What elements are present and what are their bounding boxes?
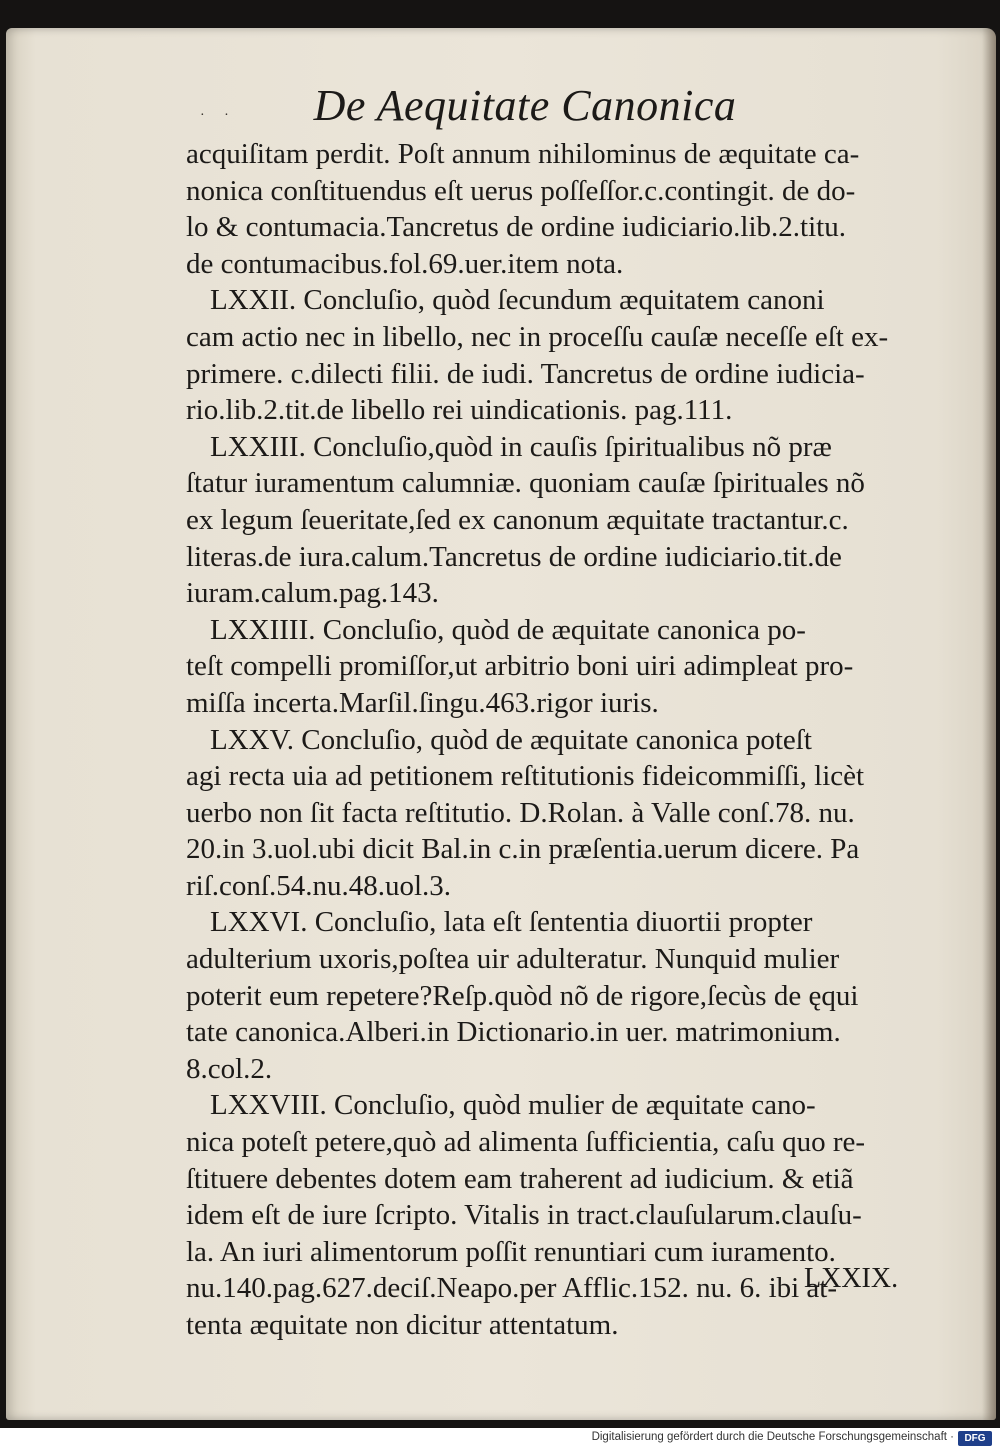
text-line: LXXV. Concluſio, quòd de æquitate canonica poteſt <box>210 723 812 756</box>
text-line: teſt compelli promiſſor,ut arbitrio boni uiri adimpleat pro- <box>186 650 854 683</box>
text-line: la. An iuri alimentorum poſſit renuntiari cum iuramento. <box>186 1235 836 1268</box>
catchword: LXXIX. <box>804 1263 899 1294</box>
text-line: miſſa incerta.Marſil.ſingu.463.rigor iuris. <box>186 686 659 719</box>
text-line: LXXVIII. Concluſio, quòd mulier de æquitate cano- <box>210 1089 816 1122</box>
text-line: idem eſt de iure ſcripto. Vitalis in tract.clauſularum.clauſu- <box>186 1199 862 1232</box>
dfg-logo: DFG <box>958 1431 992 1446</box>
text-line: de contumacibus.fol.69.uer.item nota. <box>186 247 624 280</box>
text-line: nu.140.pag.627.deciſ.Neapo.per Afflic.152. nu. 6. ibi at- <box>186 1272 838 1305</box>
text-line: primere. c.dilecti filii. de iudi. Tancretus de ordine iudicia- <box>186 357 865 390</box>
text-line: LXXIII. Concluſio,quòd in cauſis ſpiritualibus nõ præ <box>210 430 832 463</box>
text-line: literas.de iura.calum.Tancretus de ordine iudiciario.tit.de <box>186 540 842 573</box>
text-line: LXXVI. Concluſio, lata eſt ſententia diuortii propter <box>210 906 813 939</box>
ink-blot-mark: · · <box>200 108 237 123</box>
text-line: ſtatur iuramentum calumniæ. quoniam cauſæ ſpirituales nõ <box>186 467 865 500</box>
text-line: lo & contumacia.Tancretus de ordine iudiciario.lib.2.titu. <box>186 211 846 244</box>
footer-credit: Digitalisierung gefördert durch die Deutsche Forschungsgemeinschaft · <box>591 1431 954 1443</box>
text-line: adulterium uxoris,poſtea uir adulteratur. Nunquid mulier <box>186 943 840 976</box>
text-line: uerbo non ſit facta reſtitutio. D.Rolan. à Valle conſ.78. nu. <box>186 796 855 829</box>
text-line: acquiſitam perdit. Poſt annum nihilominus de æquitate ca- <box>186 138 860 170</box>
text-line: LXXII. Concluſio, quòd ſecundum æquitatem canoni <box>210 284 825 317</box>
text-line: ex legum ſeueritate,ſed ex canonum æquitate tractantur.c. <box>186 503 849 536</box>
text-line: iuram.calum.pag.143. <box>186 577 439 610</box>
body-text <box>186 136 932 1344</box>
page-edge-shadow <box>982 28 996 1420</box>
text-line: tenta æquitate non dicitur attentatum. <box>186 1309 619 1341</box>
text-line: 20.in 3.uol.ubi dicit Bal.in c.in præſentia.uerum dicere. Pa <box>186 833 860 866</box>
text-line: riſ.conſ.54.nu.48.uol.3. <box>186 869 452 902</box>
text-line: nica poteſt petere,quò ad alimenta ſufficientia, caſu quo re- <box>186 1126 866 1159</box>
text-line: nonica conſtituendus eſt uerus poſſeſſor.c.contingit. de do- <box>186 174 856 207</box>
text-line: agi recta uia ad petitionem reſtitutionis fideicommiſſi, licèt <box>186 760 865 793</box>
text-line: 8.col.2. <box>186 1052 273 1085</box>
text-line: tate canonica.Alberi.in Dictionario.in uer. matrimonium. <box>186 1016 841 1049</box>
text-line: cam actio nec in libello, nec in proceſſu cauſæ neceſſe eſt ex- <box>186 320 889 353</box>
text-line: LXXIIII. Concluſio, quòd de æquitate canonica po- <box>210 613 806 646</box>
text-line: poterit eum repetere?Reſp.quòd nõ de rigore,ſecùs de ęqui <box>186 979 859 1012</box>
text-line: ſtituere debentes dotem eam traherent ad iudicium. & etiã <box>186 1162 854 1195</box>
text-line: rio.lib.2.tit.de libello rei uindicationis. pag.111. <box>186 394 733 427</box>
running-head: De Aequitate Canonica <box>313 81 737 130</box>
